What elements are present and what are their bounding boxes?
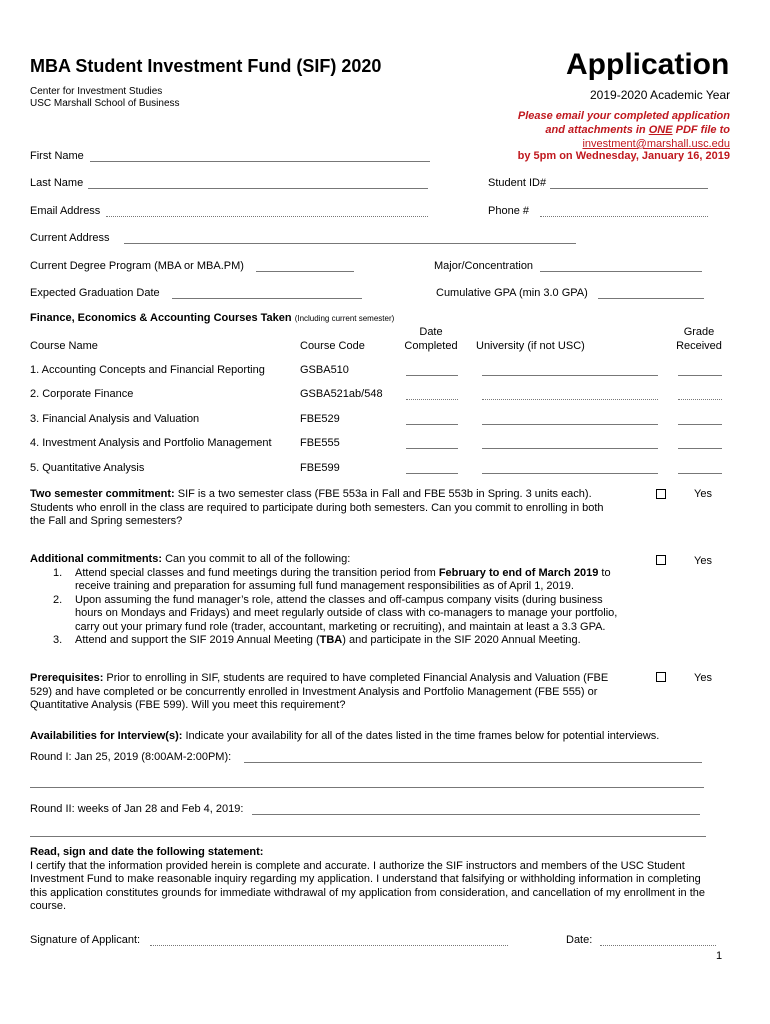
commitment-checkbox[interactable] [656,489,666,499]
date-completed-field[interactable] [406,375,458,376]
additional-paragraph [30,553,640,648]
round1-field-line-2[interactable] [30,787,704,788]
date-completed-field[interactable] [406,399,458,400]
commitment-line-1 [30,488,640,502]
grade-field[interactable] [678,375,722,376]
gpa-field[interactable] [598,298,704,299]
col-date-1: Date [419,326,443,338]
grade-field[interactable] [678,399,722,400]
item-number: 3. [53,634,63,646]
course-code: FBE599 [300,462,340,474]
statement-line-3: this application constitutes grounds for immediate withdrawal of my application from consideration, and cancellation of my enrollment in the [30,886,706,899]
instruction-line-2 [545,124,730,136]
availability-label: Availabilities for Interview(s): [30,730,183,742]
list-item [30,594,640,635]
date-completed-field[interactable] [406,448,458,449]
item-2-line-1: Upon assuming the fund manager’s role, attend the classes and off-campus company visits (during business [75,593,603,606]
course-name: 4. Investment Analysis and Portfolio Management [30,437,272,449]
instruction-one: ONE [648,124,673,136]
commitment-label: Two semester commitment: [30,488,175,500]
item-2-line-3: carry out your primary fund role (trader, accountant, marketing or recruiting), and maintain at least a 3.3 GPA. [75,620,606,633]
availability-heading [30,730,659,742]
grad-date-label: Expected Graduation Date [30,287,160,299]
col-course-code: Course Code [300,340,365,352]
prereq-line-3: Quantitative Analysis (FBE 599). Will you meet this requirement? [30,699,346,711]
course-code: FBE555 [300,437,340,449]
major-field[interactable] [540,271,702,272]
additional-checkbox[interactable] [656,555,666,565]
course-name: 1. Accounting Concepts and Financial Reporting [30,364,265,376]
student-id-label: Student ID# [488,177,547,189]
additional-text: Can you commit to all of the following: [162,553,351,565]
item-1-line-1 [75,567,640,581]
gpa-label: Cumulative GPA (min 3.0 GPA) [436,287,588,299]
availability-text: Indicate your availability for all of the dates listed in the time frames below for potential interviews. [182,730,660,742]
statement-line-4: course. [30,900,67,912]
prereq-yes: Yes [694,672,712,684]
round2-field[interactable] [252,814,700,815]
university-field[interactable] [482,375,658,376]
instruction-line-2-pre: and attachments in [545,124,649,136]
email-field[interactable] [106,216,428,217]
grade-field[interactable] [678,448,722,449]
round2-label: Round II: weeks of Jan 28 and Feb 4, 2019: [30,803,244,815]
course-name: 3. Financial Analysis and Valuation [30,413,200,425]
additional-yes: Yes [694,555,712,567]
address-field[interactable] [124,243,576,244]
page-number: 1 [716,950,723,962]
course-name: 2. Corporate Finance [30,388,134,400]
degree-label: Current Degree Program (MBA or MBA.PM) [30,260,244,272]
item-1-text-b: February to end of March 2019 [438,566,599,579]
col-course-name: Course Name [30,340,98,352]
grade-field[interactable] [678,424,722,425]
commitment-yes: Yes [694,488,712,500]
commitment-paragraph [30,488,640,529]
grade-field[interactable] [678,473,722,474]
item-1-text-a: Attend special classes and fund meetings during the transition period from [75,566,439,579]
item-2-line-2: hours on Mondays and Fridays) and meet regularly outside of class with co-managers to manage your portfolio, [75,607,618,619]
degree-field[interactable] [256,271,354,272]
instruction-line-1: Please email your completed application [517,110,730,122]
form-title: MBA Student Investment Fund (SIF) 2020 [30,56,382,76]
date-label: Date: [566,934,593,946]
deadline: by 5pm on Wednesday, January 16, 2019 [517,150,730,162]
courses-heading-text: Finance, Economics & Accounting Courses Taken [30,312,292,324]
col-grade-1: Grade [683,326,715,338]
org-line-2: USC Marshall School of Business [30,98,180,109]
prereq-checkbox[interactable] [656,672,666,682]
last-name-label: Last Name [30,177,84,189]
major-label: Major/Concentration [434,260,534,272]
item-1-text-c: to [598,566,611,579]
commitment-line-3: the Fall and Spring semesters? [30,515,183,527]
item-1-line-2: receive training and preparation for assuming full fund management responsibilities as of April 1, 2019. [75,580,574,592]
prereq-line-2: 529) and have completed or be concurrently enrolled in Investment Analysis and Portfolio Management (FBE 555) or [30,685,598,698]
commitment-text-1: SIF is a two semester class (FBE 553a in Fall and FBE 553b in Spring. 3 units each). [174,488,592,500]
col-date-2: Completed [404,340,458,352]
course-code: GSBA510 [300,364,349,376]
list-item [30,567,640,594]
grad-date-field[interactable] [172,298,362,299]
course-code: FBE529 [300,413,340,425]
email-link[interactable]: investment@marshall.usc.edu [582,138,730,150]
phone-field[interactable] [540,216,708,217]
email-label: Email Address [30,205,101,217]
item-3-line-1 [75,634,640,648]
date-field[interactable] [600,945,716,946]
list-item [30,634,640,648]
signature-label: Signature of Applicant: [30,934,141,946]
student-id-field[interactable] [550,188,708,189]
item-3-text-c: ) and participate in the SIF 2020 Annual Meeting. [342,634,581,646]
prereq-text-1: Prior to enrolling in SIF, students are required to have completed Financial Analysis and Valuation (FBE [103,672,609,684]
address-label: Current Address [30,232,110,244]
col-university: University (if not USC) [476,340,585,352]
org-line-1: Center for Investment Studies [30,86,163,97]
round1-label: Round I: Jan 25, 2019 (8:00AM-2:00PM): [30,751,232,763]
instruction-line-2-post: PDF file to [672,124,730,136]
statement-heading: Read, sign and date the following statement: [30,846,264,858]
statement-line-1: I certify that the information provided herein is complete and accurate. I authorize the SIF instructors and members of the USC Student [30,859,685,872]
round1-field[interactable] [244,762,702,763]
date-completed-field[interactable] [406,473,458,474]
item-number: 1. [53,566,63,579]
signature-field[interactable] [150,945,508,946]
courses-heading-note: (Including current semester) [294,314,395,323]
item-3-text-b: TBA [319,634,343,646]
item-3-text-a: Attend and support the SIF 2019 Annual Meeting ( [75,634,320,646]
first-name-label: First Name [30,150,84,162]
item-number: 2. [53,593,63,606]
additional-heading [30,553,640,567]
date-completed-field[interactable] [406,424,458,425]
prereq-line-1 [30,672,640,686]
courses-heading [30,312,394,324]
round2-field-line-2[interactable] [30,836,706,837]
academic-year: 2019-2020 Academic Year [590,88,731,102]
commitment-line-2: Students who enroll in the class are required to participate during both semesters. Can you commit to enrolling in both [30,501,604,514]
university-field[interactable] [482,399,658,400]
course-name: 5. Quantitative Analysis [30,462,145,474]
statement-line-2: Investment Fund to make reasonable inquiry regarding my application. I understand that falsifying or withholding information in completing [30,873,701,885]
university-field[interactable] [482,424,658,425]
course-code: GSBA521ab/548 [300,388,383,400]
last-name-field[interactable] [88,188,428,189]
university-field[interactable] [482,473,658,474]
col-grade-2: Received [676,340,722,352]
statement-paragraph [30,846,740,914]
phone-label: Phone # [488,205,529,217]
prereq-paragraph [30,672,640,713]
prereq-label: Prerequisites: [30,672,104,684]
application-heading: Application [566,48,730,81]
first-name-field[interactable] [90,161,430,162]
additional-label: Additional commitments: [30,553,163,565]
university-field[interactable] [482,448,658,449]
